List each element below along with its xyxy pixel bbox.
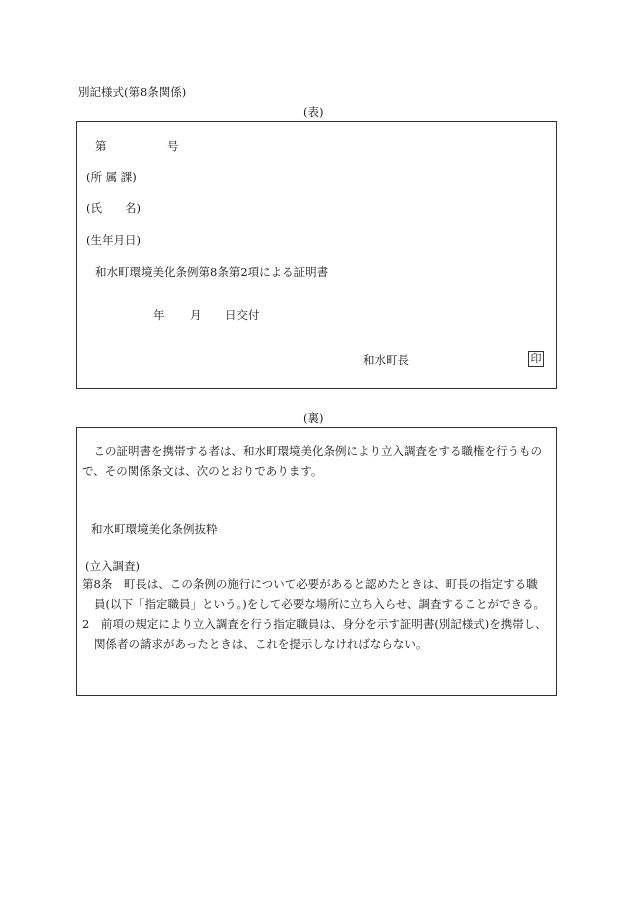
birthdate-label: (生年月日) (86, 233, 141, 247)
section-caption: (立入調査) (85, 559, 140, 573)
issue-year: 年 (153, 308, 165, 322)
article-8-paragraph-2-line-2: 関係者の請求があったときは、これを提示しなければならない。 (94, 637, 428, 651)
certificate-number-suffix: 号 (167, 139, 179, 153)
article-8-paragraph-2-line-1: 2 前項の規定により立入調査を行う指定職員は、身分を示す証明書(別記様式)を携帯し、 (82, 617, 547, 631)
issuer-name: 和水町長 (363, 353, 409, 367)
certificate-title: 和水町環境美化条例第8条第2項による証明書 (95, 265, 329, 279)
back-side-label: (裏) (303, 411, 324, 425)
issue-month: 月 (190, 308, 202, 322)
front-card (76, 121, 557, 389)
form-heading: 別記様式(第8条関係) (78, 85, 187, 99)
front-side-label: (表) (303, 105, 324, 119)
article-8-line-1: 第8条 町長は、この条例の施行について必要があると認めたときは、町長の指定する職 (82, 577, 538, 591)
issue-day: 日交付 (225, 308, 260, 322)
certificate-number-prefix: 第 (95, 139, 107, 153)
department-label: (所 属 課) (86, 170, 137, 184)
excerpt-title: 和水町環境美化条例抜粋 (91, 522, 218, 536)
name-label: (氏 名) (86, 201, 141, 215)
intro-line-2: で、その関係条文は、次のとおりであります。 (82, 464, 323, 478)
article-8-line-2: 員(以下「指定職員」という。)をして必要な場所に立ち入らせ、調査することができる。 (94, 597, 546, 611)
seal-stamp: 印 (528, 351, 544, 367)
intro-line-1: この証明書を携帯する者は、和水町環境美化条例により立入調査をする職権を行うもの (82, 444, 542, 458)
